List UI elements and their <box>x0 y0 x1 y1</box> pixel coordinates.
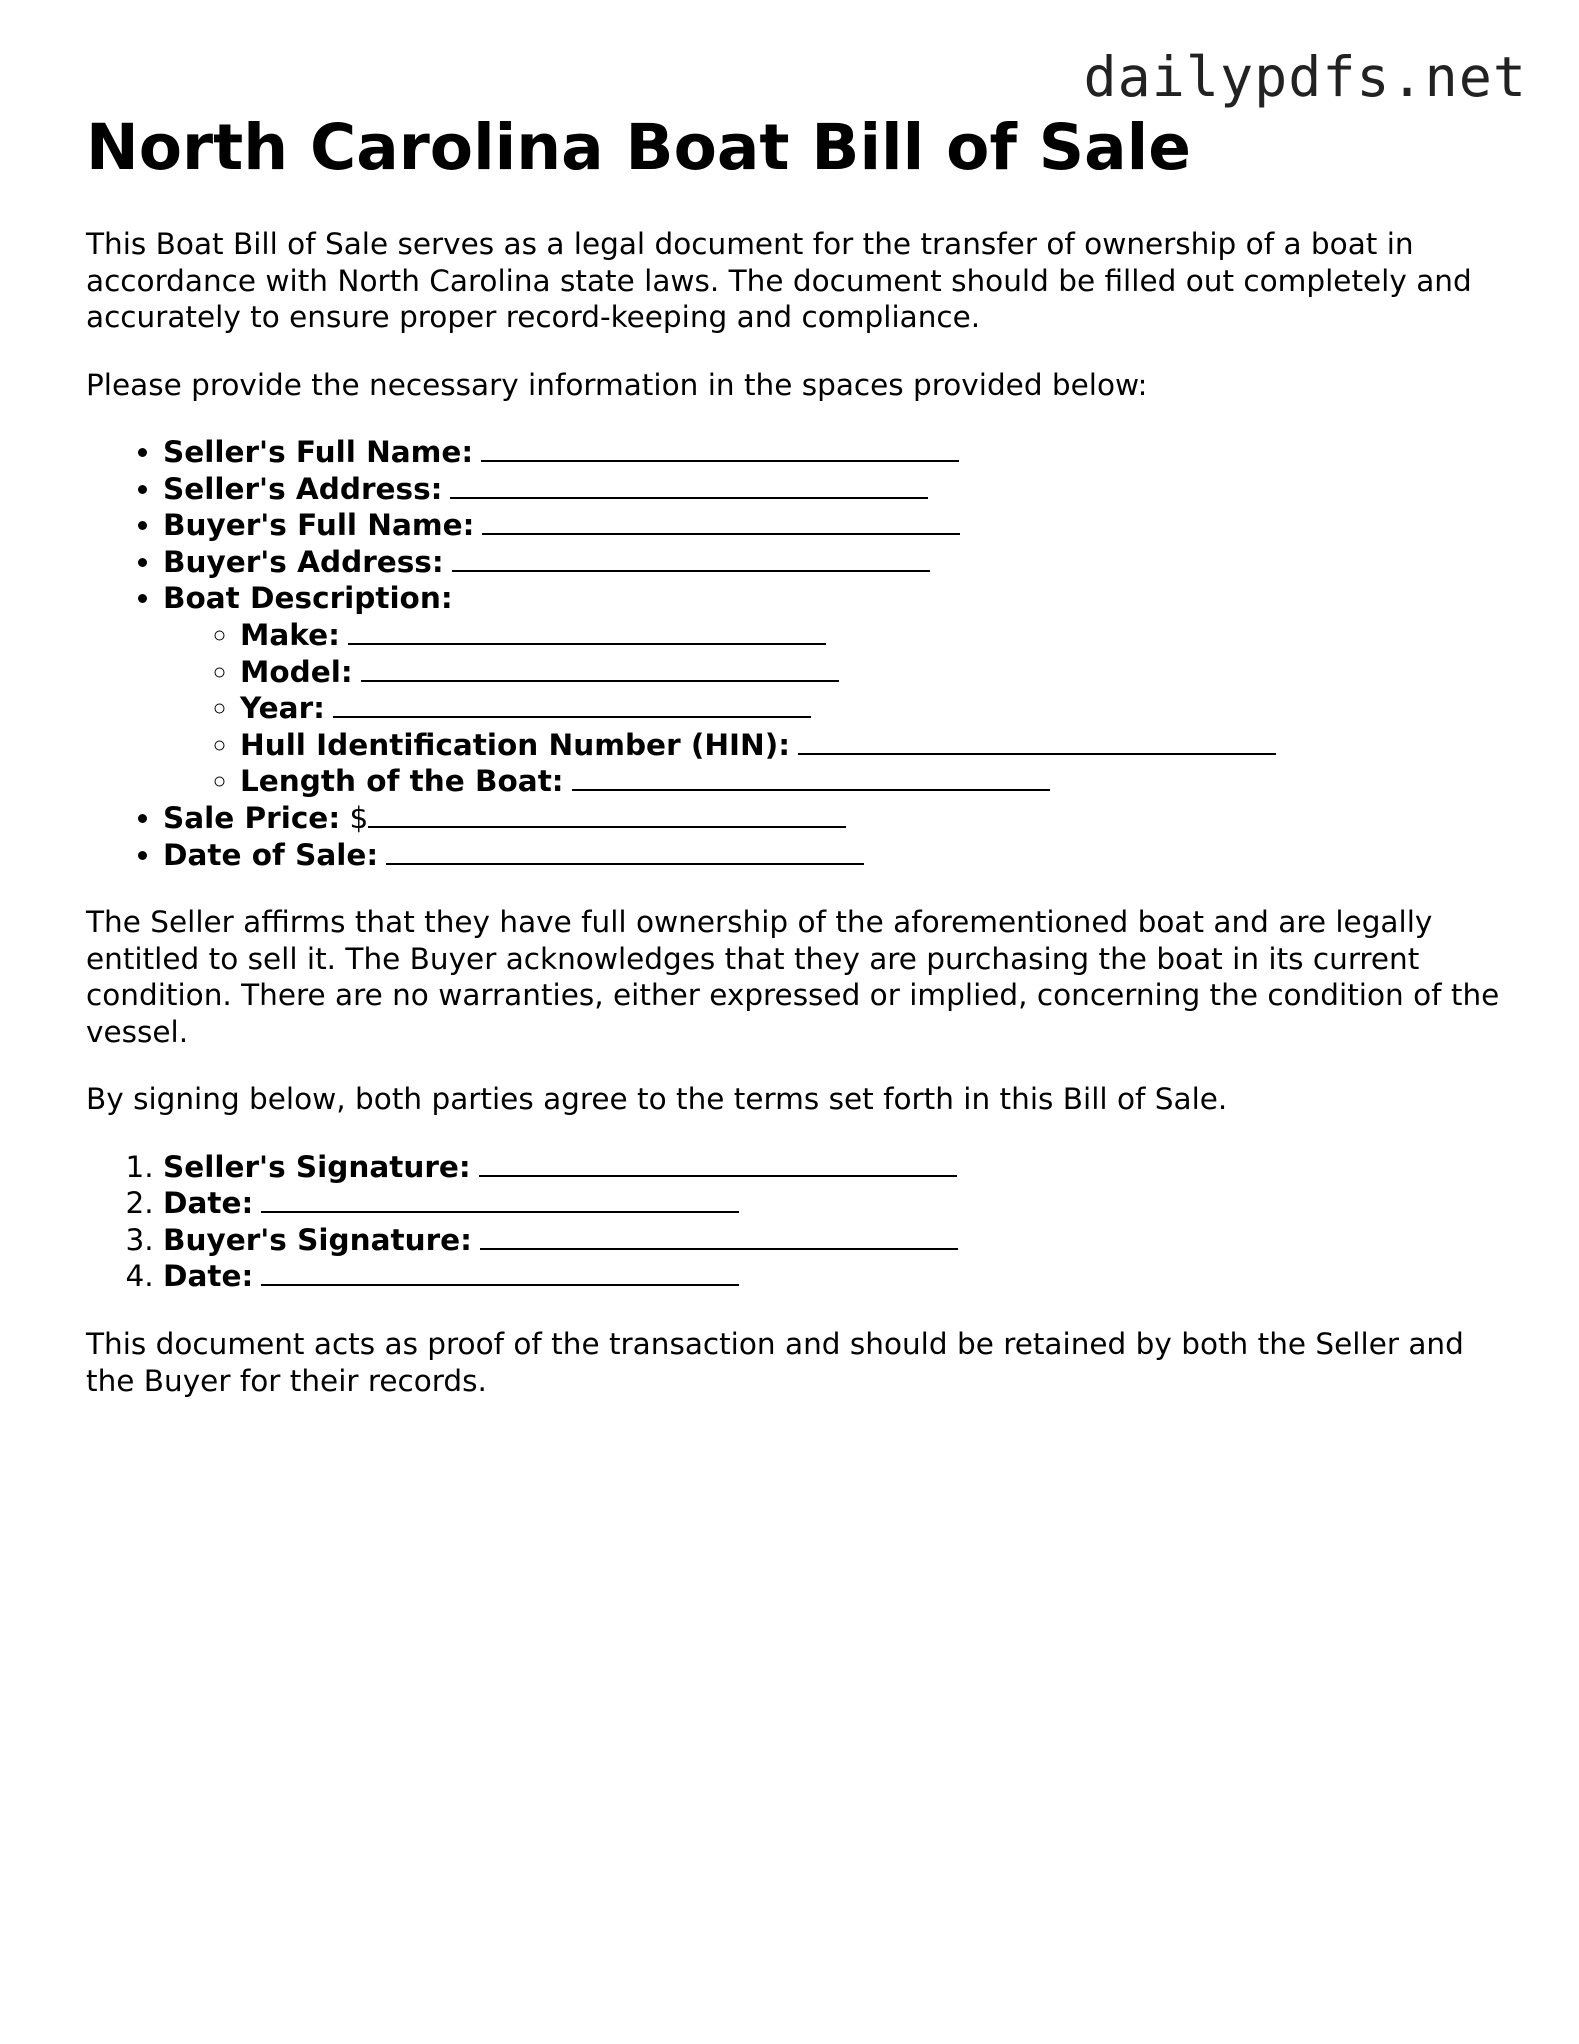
watermark: dailypdfs.net <box>1083 45 1527 109</box>
field-date-1 <box>163 1185 1506 1222</box>
field-label: Date: <box>163 1186 254 1221</box>
seller-address-blank[interactable] <box>450 471 928 499</box>
make-blank[interactable] <box>348 617 826 645</box>
field-label: Year: <box>240 691 325 726</box>
information-fields-list <box>86 434 1506 873</box>
buyer-address-blank[interactable] <box>452 544 930 572</box>
field-seller-name <box>163 434 1506 471</box>
field-label: Hull Identification Number (HIN): <box>240 727 790 762</box>
field-label: Seller's Full Name: <box>163 435 474 469</box>
buyer-date-blank[interactable] <box>261 1258 739 1286</box>
field-year <box>240 690 1506 727</box>
field-buyer-name <box>163 507 1506 544</box>
field-seller-signature <box>163 1149 1506 1186</box>
length-blank[interactable] <box>572 763 1050 791</box>
field-buyer-signature <box>163 1222 1506 1259</box>
agreement-paragraph: By signing below, both parties agree to the terms set forth in this Bill of Sale. <box>86 1082 1228 1117</box>
field-label: Date: <box>163 1259 254 1294</box>
field-label: Buyer's Signature: <box>163 1222 472 1257</box>
field-label: Sale Price: <box>163 800 341 835</box>
seller-name-blank[interactable] <box>481 434 959 462</box>
field-buyer-address <box>163 544 1506 581</box>
sale-price-blank[interactable] <box>368 800 846 828</box>
closing-paragraph: This document acts as proof of the transaction and should be retained by both the Seller and the Buyer for their records. <box>86 1327 1464 1398</box>
page-title: North Carolina Boat Bill of Sale <box>86 111 1191 184</box>
field-label: Make: <box>240 617 340 652</box>
field-seller-address <box>163 471 1506 508</box>
field-model <box>240 654 1506 691</box>
intro-paragraph: This Boat Bill of Sale serves as a legal document for the transfer of ownership of a boat in accordance with North Carolina state laws. The document should be filled out completely and accurately to ensure proper record-keeping and compliance. <box>86 227 1472 334</box>
field-length <box>240 763 1506 800</box>
buyer-name-blank[interactable] <box>482 507 960 535</box>
year-blank[interactable] <box>333 690 811 718</box>
field-date-2 <box>163 1258 1506 1295</box>
affirmation-paragraph: The Seller affirms that they have full ownership of the aforementioned boat and are legally entitled to sell it. The Buyer acknowledges that they are purchasing the boat in its current condition. There are no warranties, either expressed or implied, concerning the condition of the vessel. <box>86 905 1500 1049</box>
field-label: Buyer's Full Name: <box>163 508 475 543</box>
field-sale-price <box>163 800 1506 837</box>
field-label: Boat Description: <box>163 581 453 616</box>
date-of-sale-blank[interactable] <box>386 837 864 865</box>
field-hin <box>240 727 1506 764</box>
document-page <box>86 108 1506 1399</box>
field-label: Seller's Signature: <box>163 1149 471 1184</box>
field-date-of-sale <box>163 837 1506 874</box>
field-boat-description <box>163 580 1506 800</box>
boat-description-sublist <box>163 617 1506 800</box>
seller-date-blank[interactable] <box>261 1185 739 1213</box>
field-label: Model: <box>240 654 353 689</box>
signatures-list <box>86 1149 1506 1295</box>
seller-signature-blank[interactable] <box>479 1149 957 1177</box>
field-label: Buyer's Address: <box>163 544 444 579</box>
hin-blank[interactable] <box>798 727 1276 755</box>
buyer-signature-blank[interactable] <box>480 1222 958 1250</box>
field-label: Date of Sale: <box>163 837 379 872</box>
instructions-paragraph: Please provide the necessary information in the spaces provided below: <box>86 367 1148 402</box>
field-label: Seller's Address: <box>163 471 443 506</box>
field-label: Length of the Boat: <box>240 764 564 799</box>
field-make <box>240 617 1506 654</box>
model-blank[interactable] <box>361 654 839 682</box>
currency-symbol: $ <box>349 800 369 835</box>
